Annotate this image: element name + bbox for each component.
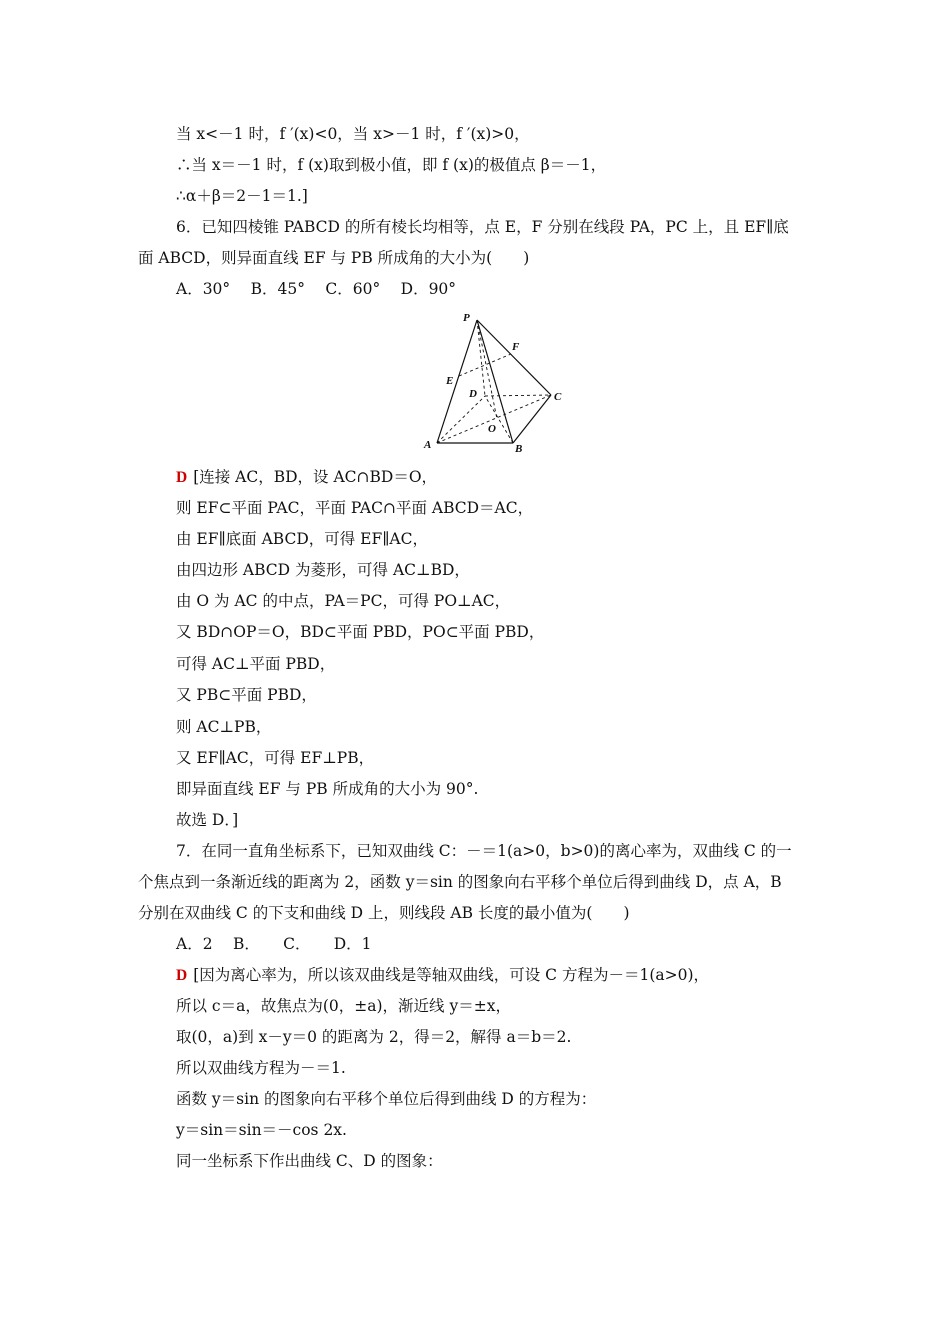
solution-6-line-4: 由四边形 ABCD 为菱形，可得 AC⊥BD， <box>176 561 470 579</box>
solution-6-line-10: 又 EF∥AC，可得 EF⊥PB， <box>176 749 375 767</box>
solution-6-line-9: 则 AC⊥PB， <box>176 718 272 736</box>
label-A: A <box>424 439 432 451</box>
question-7-line-1: 7．在同一直角坐标系下，已知双曲线 C：－＝1(a>0，b>0)的离心率为，双曲线 C 的一 <box>176 842 792 860</box>
question-7-line-3: 分别在双曲线 C 的下支和曲线 D 上，则线段 AB 长度的最小值为( ) <box>138 904 630 922</box>
segment-BD <box>485 396 513 443</box>
question-6-line-1: 6．已知四棱锥 PABCD 的所有棱长均相等，点 E，F 分别在线段 PA，PC 上，且 EF∥底 <box>176 218 789 236</box>
label-C: C <box>554 391 562 403</box>
solution-6-line-11: 即异面直线 EF 与 PB 所成角的大小为 90°. <box>176 780 479 798</box>
line-3: ∴α＋β＝2－1＝1.] <box>176 187 308 205</box>
question-7-options: A．2 B． C． D．1 <box>176 935 372 953</box>
edge-PA <box>437 320 477 443</box>
line-1: 当 x<－1 时，f ′(x)<0，当 x>－1 时，f ′(x)>0， <box>176 125 530 143</box>
solution-7-line-6: y＝sin＝sin＝－cos 2x. <box>176 1121 347 1139</box>
label-E: E <box>446 375 454 387</box>
solution-6-line-6: 又 BD∩OP＝O，BD⊂平面 PBD，PO⊂平面 PBD， <box>176 623 545 641</box>
edge-DC <box>485 395 551 396</box>
label-P: P <box>463 312 470 324</box>
solution-7-text-1: [因为离心率为，所以该双曲线是等轴双曲线，可设 C 方程为－＝1(a>0)， <box>193 966 710 984</box>
solution-6-text-1: [连接 AC，BD，设 AC∩BD＝O， <box>193 468 438 486</box>
solution-6-line-2: 则 EF⊂平面 PAC，平面 PAC∩平面 ABCD＝AC， <box>176 499 534 517</box>
solution-6-line-12: 故选 D．] <box>176 811 239 829</box>
solution-7-line-5: 函数 y＝sin 的图象向右平移个单位后得到曲线 D 的方程为： <box>176 1090 597 1108</box>
answer-label: D <box>176 469 188 486</box>
label-F: F <box>512 341 520 353</box>
question-7-line-2: 个焦点到一条渐近线的距离为 2，函数 y＝sin 的图象向右平移个单位后得到曲线 D，点 A，B <box>138 873 782 891</box>
label-D: D <box>469 388 477 400</box>
answer-label: D <box>176 967 188 984</box>
segment-EF <box>459 354 511 376</box>
segment-PO <box>477 320 497 419</box>
solution-7-line-2: 所以 c＝a，故焦点为(0，±a)，渐近线 y＝±x， <box>176 997 511 1015</box>
solution-6-line-1 <box>176 467 437 488</box>
solution-7-line-7: 同一坐标系下作出曲线 C、D 的图象： <box>176 1152 443 1170</box>
solution-7-line-4: 所以双曲线方程为－＝1. <box>176 1059 346 1077</box>
segment-AC <box>437 395 551 443</box>
solution-6-line-7: 可得 AC⊥平面 PBD， <box>176 655 336 673</box>
line-2: ∴当 x＝－1 时，f (x)取到极小值，即 f (x)的极值点 β＝－1， <box>176 156 607 174</box>
solution-7-line-1 <box>176 965 709 986</box>
solution-6-line-3: 由 EF∥底面 ABCD，可得 EF∥AC， <box>176 530 428 548</box>
question-6-options: A．30° B．45° C．60° D．90° <box>176 280 457 298</box>
label-O: O <box>488 423 496 435</box>
edge-PD <box>477 320 485 396</box>
pyramid-figure <box>415 306 575 456</box>
solution-6-line-5: 由 O 为 AC 的中点，PA＝PC，可得 PO⊥AC， <box>176 592 511 610</box>
solution-6-line-8: 又 PB⊂平面 PBD， <box>176 686 317 704</box>
edge-BC <box>513 395 551 443</box>
question-6-line-2: 面 ABCD，则异面直线 EF 与 PB 所成角的大小为( ) <box>138 249 530 267</box>
label-B: B <box>515 443 523 455</box>
solution-7-line-3: 取(0，a)到 x－y＝0 的距离为 2，得＝2，解得 a＝b＝2. <box>176 1028 572 1046</box>
